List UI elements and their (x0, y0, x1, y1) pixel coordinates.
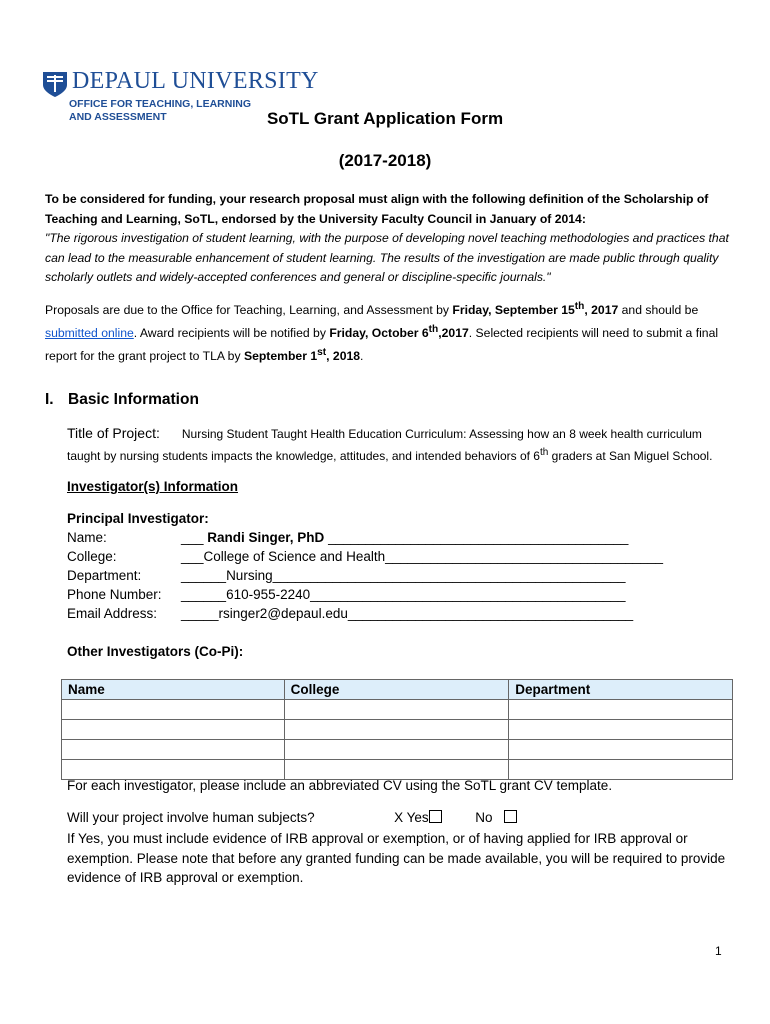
table-cell[interactable] (62, 700, 285, 720)
human-subjects-question (67, 810, 517, 825)
no-option-label: No (475, 810, 493, 825)
intro-lead: To be considered for funding, your research proposal must align with the following definition of the Scholarship of Teaching and Learning, SoTL, endorsed by the University Faculty Council in January of 2014: (45, 192, 709, 226)
table-cell[interactable] (62, 740, 285, 760)
office-name: OFFICE FOR TEACHING, LEARNING AND ASSESSMENT (69, 98, 251, 123)
pi-phone-field[interactable]: Phone Number: ______610-955-2240__________________________________________ (67, 587, 626, 602)
table-cell[interactable] (284, 760, 509, 780)
table-cell[interactable] (62, 720, 285, 740)
pi-email-field[interactable]: Email Address: _____rsinger2@depaul.edu______________________________________ (67, 606, 634, 621)
yes-checkbox[interactable] (429, 810, 442, 823)
sotl-definition (45, 190, 735, 288)
project-title-label: Title of Project: (67, 425, 160, 441)
table-cell[interactable] (284, 740, 509, 760)
form-year: (2017-2018) (338, 151, 432, 170)
pi-name-field[interactable]: Name: ___ Randi Singer, PhD ________________________________________ (67, 530, 629, 545)
pi-heading: Principal Investigator: (67, 511, 209, 526)
no-checkbox[interactable] (504, 810, 517, 823)
page-number: 1 (715, 944, 722, 958)
table-cell[interactable] (509, 760, 733, 780)
university-name-logo: DEPAUL UNIVERSITY (72, 68, 319, 94)
table-cell[interactable] (509, 740, 733, 760)
investigators-heading: Investigator(s) Information (67, 479, 239, 494)
form-title: SoTL Grant Application Form (266, 109, 504, 128)
table-cell[interactable] (62, 760, 285, 780)
table-header-row (62, 680, 733, 700)
table-cell[interactable] (284, 700, 509, 720)
project-title-value: Nursing Student Taught Health Education Curriculum: Assessing how an 8 week health curriculum taught by nursing students impacts the knowledge, attitudes, and intended behaviors of 6 (67, 427, 702, 463)
pi-college-field[interactable]: College: ___College of Science and Health_____________________________________ (67, 549, 663, 564)
intro-quote: "The rigorous investigation of student learning, with the purpose of developing novel teaching methodologies and practices that can lead to the measurable enhancement of student learning. The results of the investigation are made public through quality scholarly outlets and widely-accepted conferences and general or discipline-specific journals." (45, 231, 729, 284)
human-subjects-label: Will your project involve human subjects? (67, 810, 315, 825)
col-header-college: College (284, 680, 509, 700)
project-title-field[interactable]: Title of Project: Nursing Student Taught Health Education Curriculum: Assessing how an 8 week health curriculum taught by nursing students impacts the knowledge, attitudes, and intended behaviors of 6th graders at San Miguel School. (67, 425, 713, 463)
table-row (62, 760, 733, 780)
table-cell[interactable] (284, 720, 509, 740)
table-row (62, 740, 733, 760)
irb-note: If Yes, you must include evidence of IRB approval or exemption, or of having applied for IRB approval or exemption. Please note that before any granted funding can be made available, you will be required to provide evidence of IRB approval or exemption. (67, 831, 726, 885)
co-investigators-table (61, 679, 733, 780)
cv-note: For each investigator, please include an abbreviated CV using the SoTL grant CV template. (67, 778, 613, 793)
col-header-name: Name (62, 680, 285, 700)
table-cell[interactable] (509, 720, 733, 740)
yes-option-label: X Yes (394, 810, 429, 825)
col-header-department: Department (509, 680, 733, 700)
section-heading: I. Basic Information (45, 391, 199, 408)
table-cell[interactable] (509, 700, 733, 720)
depaul-shield-logo (42, 70, 68, 98)
table-row (62, 720, 733, 740)
deadline-paragraph: Proposals are due to the Office for Teaching, Learning, and Assessment by Friday, September 15th, 2017 and should be submitted online. Award recipients will be notified by Friday, October 6th,2017. Selected recipients will need to submit a final report for the grant project to TLA by September 1st, 2018. (45, 301, 719, 364)
co-pi-heading: Other Investigators (Co-Pi): (67, 644, 244, 659)
table-row (62, 700, 733, 720)
submitted-online-link[interactable]: submitted online (45, 326, 134, 341)
pi-department-field[interactable]: Department: ______Nursing_______________________________________________ (67, 568, 626, 583)
